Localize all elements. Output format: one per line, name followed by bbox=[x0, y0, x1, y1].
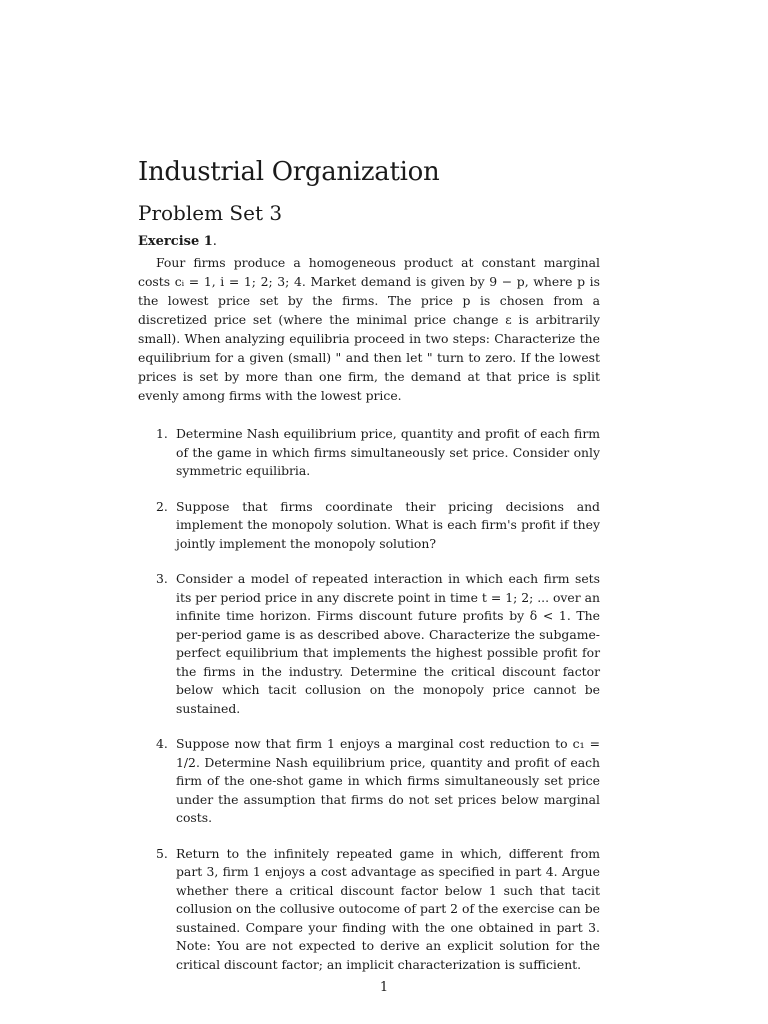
question-text: Suppose that firms coordinate their pricing decisions and implement the monopoly solution. What is each firm's profit if they jointly implement the monopoly solution? bbox=[176, 498, 600, 551]
question-text: Consider a model of repeated interaction in which each firm sets its per period price in any discrete point in time t = 1; 2; ... over an infinite time horizon. Firms discount future profits by δ < 1. The per-period game is as described above. Characterize the subgame-perfect equilibrium that implements the highest possible profit for the firms in the industry. Determine the critical discount factor below which tacit collusion on the monopoly price cannot be sustained. bbox=[176, 571, 600, 716]
question-number: 3. bbox=[156, 571, 168, 586]
question-item bbox=[138, 570, 600, 718]
page-number: 1 bbox=[379, 980, 389, 995]
question-item bbox=[138, 498, 600, 554]
question-item bbox=[138, 425, 600, 481]
document-page bbox=[138, 154, 600, 991]
exercise-heading bbox=[138, 232, 600, 251]
question-text: Return to the infinitely repeated game in which, different from part 3, firm 1 enjoys a cost advantage as specified in part 4. Argue whether there a critical discount factor below 1 such that tacit collusion on the collusive outocome of part 2 of the exercise can be sustained. Compare your finding with the one obtained in part 3. Note: You are not expected to derive an explicit solution for the critical discount factor; an implicit characterization is sufficient. bbox=[176, 845, 600, 972]
exercise-label: Exercise 1 bbox=[138, 234, 213, 249]
question-number: 4. bbox=[156, 736, 168, 751]
question-number: 5. bbox=[156, 845, 168, 861]
question-text: Determine Nash equilibrium price, quantity and profit of each firm of the game in which firms simultaneously set price. Consider only symmetric equilibria. bbox=[176, 426, 600, 478]
question-list bbox=[138, 425, 600, 974]
exercise-intro: Four firms produce a homogeneous product at constant marginal costs cᵢ = 1, i = 1; 2; 3; 4. Market demand is given by 9 − p, where p is the lowest price set by the firms. The price p is chosen from a discretized price set (where the minimal price change ε is arbitrarily small). When analyzing equilibria proceed in two steps: Characterize the equilibrium for a given (small) " and then let " turn to zero. If the lowest prices is set by more than one firm, the demand at that price is split evenly among firms with the lowest price. bbox=[138, 255, 600, 403]
question-item bbox=[138, 735, 600, 828]
question-text: Suppose now that firm 1 enjoys a marginal cost reduction to c₁ = 1/2. Determine Nash equilibrium price, quantity and profit of each firm of the one-shot game in which firms simultaneously set price under the assumption that firms do not set prices below marginal costs. bbox=[176, 736, 600, 825]
question-number: 1. bbox=[156, 426, 168, 441]
question-number: 2. bbox=[156, 498, 168, 514]
document-title: Industrial Organization bbox=[138, 157, 440, 187]
document-subtitle: Problem Set 3 bbox=[138, 201, 283, 225]
question-item bbox=[138, 845, 600, 975]
exercise-label-suffix: . bbox=[212, 234, 217, 249]
